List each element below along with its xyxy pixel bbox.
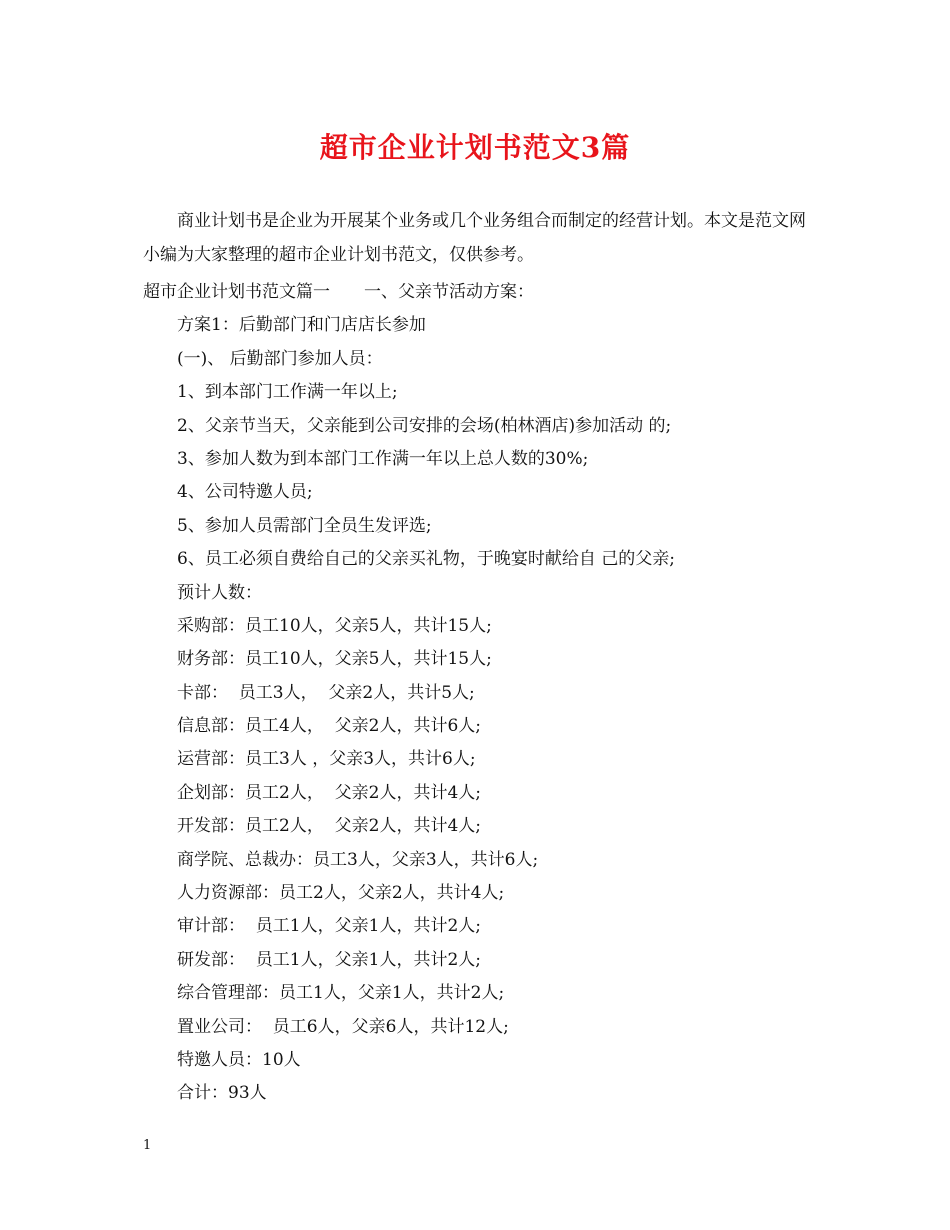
body-line: 合计：93人 bbox=[177, 1083, 267, 1104]
body-line: 开发部：员工2人， 父亲2人，共计4人; bbox=[177, 816, 481, 837]
body-lines bbox=[143, 276, 815, 1111]
body-line: 研发部： 员工1人，父亲1人，共计2人; bbox=[177, 949, 481, 970]
body-line: 5、参加人员需部门全员生发评选; bbox=[177, 515, 432, 536]
body-line: 2、父亲节当天，父亲能到公司安排的会场(柏林酒店)参加活动 的; bbox=[177, 415, 672, 436]
body-line: 商学院、总裁办：员工3人，父亲3人，共计6人; bbox=[177, 849, 539, 870]
body-line: 特邀人员：10人 bbox=[177, 1049, 301, 1070]
body-line: 人力资源部：员工2人，父亲2人，共计4人; bbox=[177, 883, 505, 904]
body-line: 财务部：员工10人，父亲5人，共计15人; bbox=[177, 649, 492, 670]
body-line: 企划部：员工2人， 父亲2人，共计4人; bbox=[177, 782, 481, 803]
body-line: 运营部：员工3人 ，父亲3人，共计6人; bbox=[177, 749, 476, 770]
body-line: 4、公司特邀人员; bbox=[177, 482, 313, 503]
body-line: 卡部： 员工3人， 父亲2人，共计5人; bbox=[177, 682, 475, 703]
body-line: 审计部： 员工1人，父亲1人，共计2人; bbox=[177, 916, 481, 937]
document-title: 超市企业计划书范文3篇 bbox=[319, 131, 631, 164]
body-line: (一)、 后勤部门参加人员： bbox=[177, 348, 383, 369]
intro-paragraph: 商业计划书是企业为开展某个业务或几个业务组合而制定的经营计划。本文是范文网小编为大家整理的超市企业计划书范文，仅供参考。 bbox=[143, 211, 806, 265]
section-heading-line: 超市企业计划书范文篇一 一、父亲节活动方案： bbox=[143, 282, 534, 302]
body-line: 预计人数： bbox=[177, 582, 262, 603]
body-line: 方案1：后勤部门和门店店长参加 bbox=[177, 315, 426, 336]
body-line: 置业公司： 员工6人，父亲6人，共计12人; bbox=[177, 1016, 509, 1037]
body-line: 1、到本部门工作满一年以上; bbox=[177, 382, 398, 403]
page-number: 1 bbox=[143, 1138, 152, 1153]
body-line: 3、参加人数为到本部门工作满一年以上总人数的30%; bbox=[177, 448, 589, 469]
body-line: 采购部：员工10人，父亲5人，共计15人; bbox=[177, 615, 492, 636]
body-line: 信息部：员工4人， 父亲2人，共计6人; bbox=[177, 716, 481, 737]
body-line: 6、员工必须自费给自己的父亲买礼物，于晚宴时献给自 己的父亲; bbox=[177, 549, 675, 570]
body-line: 综合管理部：员工1人，父亲1人，共计2人; bbox=[177, 983, 505, 1004]
